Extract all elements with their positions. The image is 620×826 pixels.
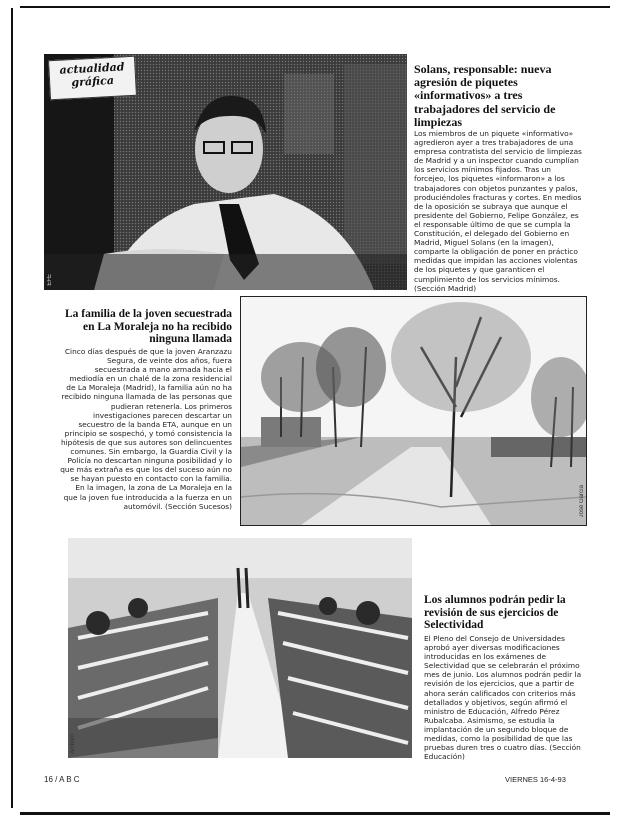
solans-photo [44,54,407,290]
badge-line1: actualidad [59,60,125,77]
page-number: 16 / A B C [44,775,80,784]
moraleja-headline: La familia de la joven secuestrada en La Moraleja no ha recibido ninguna llamada [64,308,232,346]
selectividad-photo [68,538,412,758]
moraleja-body: Cinco días después de que la joven Aranzazu Segura, de veinte dos años, fuera secuestrada a mano armada hacia el mediodía en un chalé de la zona residencial de La Moraleja (Madrid), la familia aún no ha recibido ninguna llamada de las personas que pudieran retenerla. Los primeros investigaciones parecen descartar un secuestro de la banda ETA, aunque en un principio se sospechó, y tomó consistencia la hipótesis de que sus autores son delincuentes comunes. Sin embargo, la Guardia Civil y la Policía no descartan ninguna posibilidad y lo que más extraña es que los del suceso aún no se hayan puesto en contacto con la familia. En la imagen, la zona de La Moraleja en la que la joven fue introducida a la fuerza en un automóvil. (Sección Sucesos) [60,347,232,511]
selectividad-photo-credit: Archivo [70,733,76,754]
actualidad-badge [48,56,137,100]
moraleja-photo [240,296,587,526]
badge-line2: gráfica [71,73,115,90]
solans-body: Los miembros de un piquete «informativo» agredieron ayer a tres trabajadores de una empresa contratista del servicio de limpiezas de Madrid y a un inspector cuando cumplían los servicios mínimos fijados. Tras un forcejeo, los piquetes «informaron» a los trabajadores con objetos punzantes y palos, produciéndoles fracturas y cortes. En medios de la oposición se subraya que aunque el presidente del Gobierno, Felipe González, es el responsable último de que se cumpla la Constitución, el delegado del Gobierno en Madrid, Miguel Solans (en la imagen), comparte la obligación de poner en práctico medidas que impidan las acciones violentas de los piquetes y que garanticen el cumplimiento de los servicios mínimos. (Sección Madrid) [414,129,582,293]
selectividad-headline: Los alumnos podrán pedir la revisión de sus ejercicios de Selectividad [424,594,566,632]
left-rule [11,8,13,808]
solans-headline: Solans, responsable: nueva agresión de piquetes «informativos» a tres trabajadores del servicio de limpiezas [414,62,556,129]
moraleja-photo-credit: José García [579,484,585,517]
issue-date: VIERNES 16-4-93 [505,775,566,784]
bottom-rule [20,812,610,815]
top-rule [20,6,610,8]
selectividad-photo-image [68,538,412,758]
moraleja-photo-image [241,297,586,525]
solans-photo-credit: EFE [47,274,53,286]
selectividad-body: El Pleno del Consejo de Universidades aprobó ayer diversas modificaciones introducidas en los exámenes de Selectividad que se celebrarán el próximo mes de junio. Los alumnos podrán pedir la revisión de los ejercicios, que a partir de ahora serán calificados con criterios más detallados y objetivos, según afirmó el ministro de Educación, Alfredo Pérez Rubalcaba. Asimismo, se estudia la implantación de un segundo bloque de medidas, como la posibilidad de que las pruebas duren tres o cuatro días. (Sección Educación) [424,634,582,762]
